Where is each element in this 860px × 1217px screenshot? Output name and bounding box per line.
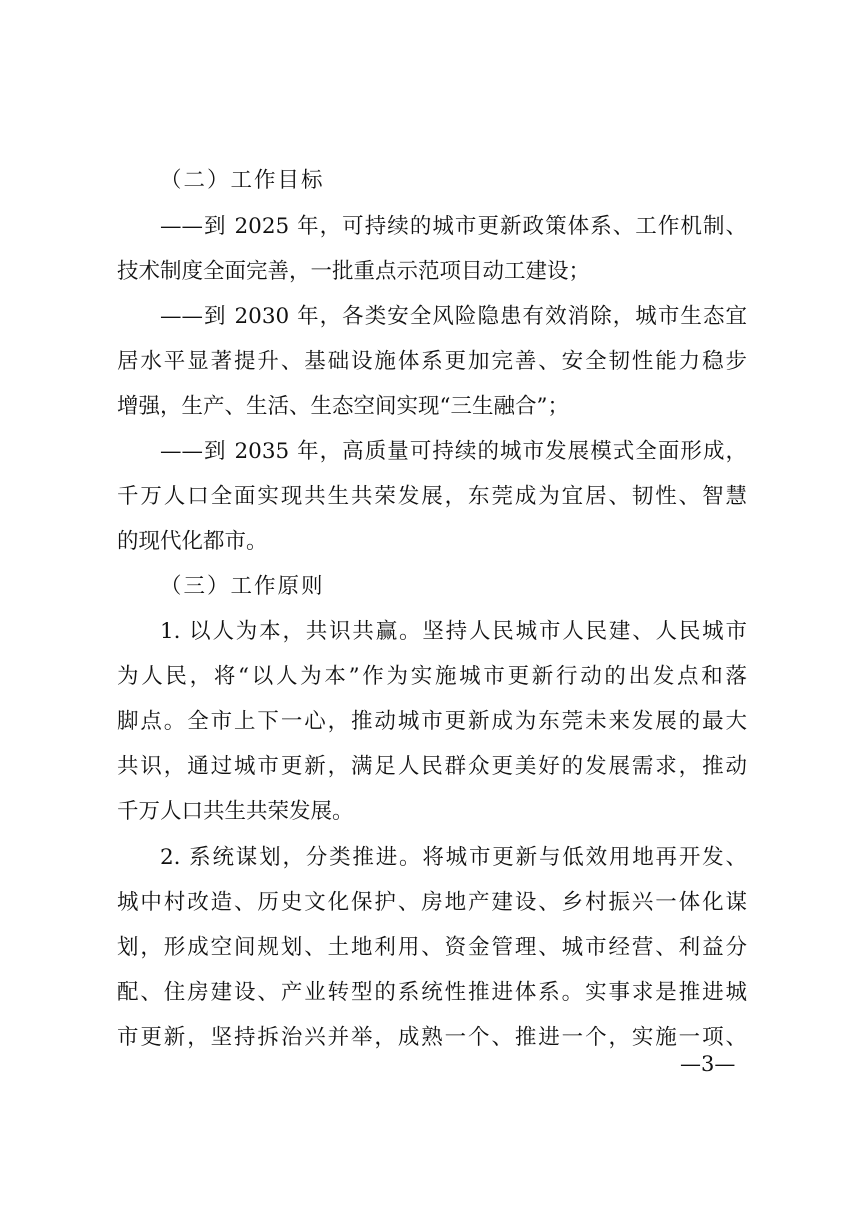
paragraph-line: 的现代化都市。 xyxy=(117,529,268,554)
page-number: —3— xyxy=(680,1052,736,1076)
paragraph-line: 千万人口全面实现共生共荣发展，东莞成为宜居、韧性、智慧 xyxy=(117,484,747,509)
paragraph-line: 为人民，将“以人为本”作为实施城市更新行动的出发点和落 xyxy=(117,664,747,689)
paragraph-line: 千万人口共生共荣发展。 xyxy=(117,799,354,824)
paragraph-line: 市更新，坚持拆治兴并举，成熟一个、推进一个，实施一项、 xyxy=(117,1025,747,1050)
paragraph-line: 划，形成空间规划、土地利用、资金管理、城市经营、利益分 xyxy=(117,935,747,960)
paragraph-line: 配、住房建设、产业转型的系统性推进体系。实事求是推进城 xyxy=(117,980,747,1005)
paragraph-line: 2. 系统谋划，分类推进。将城市更新与低效用地再开发、 xyxy=(160,845,747,870)
paragraph-line: ——到 2030 年，各类安全风险隐患有效消除，城市生态宜 xyxy=(160,304,747,329)
paragraph-line: 增强，生产、生活、生态空间实现“三生融合”； xyxy=(117,394,569,419)
paragraph-line: ——到 2025 年，可持续的城市更新政策体系、工作机制、 xyxy=(160,214,747,239)
paragraph-line: 居水平显著提升、基础设施体系更加完善、安全韧性能力稳步 xyxy=(117,349,747,374)
section-heading-goals: （二）工作目标 xyxy=(160,168,325,193)
paragraph-line: 1. 以人为本，共识共赢。坚持人民城市人民建、人民城市 xyxy=(160,619,747,644)
paragraph-line: 脚点。全市上下一心，推动城市更新成为东莞未来发展的最大 xyxy=(117,709,747,734)
paragraph-line: ——到 2035 年，高质量可持续的城市发展模式全面形成， xyxy=(160,439,747,464)
paragraph-line: 技术制度全面完善，一批重点示范项目动工建设； xyxy=(117,259,591,284)
paragraph-line: 城中村改造、历史文化保护、房地产建设、乡村振兴一体化谋 xyxy=(117,890,747,915)
section-heading-principles: （三）工作原则 xyxy=(160,574,325,599)
paragraph-line: 共识，通过城市更新，满足人民群众更美好的发展需求，推动 xyxy=(117,754,747,779)
